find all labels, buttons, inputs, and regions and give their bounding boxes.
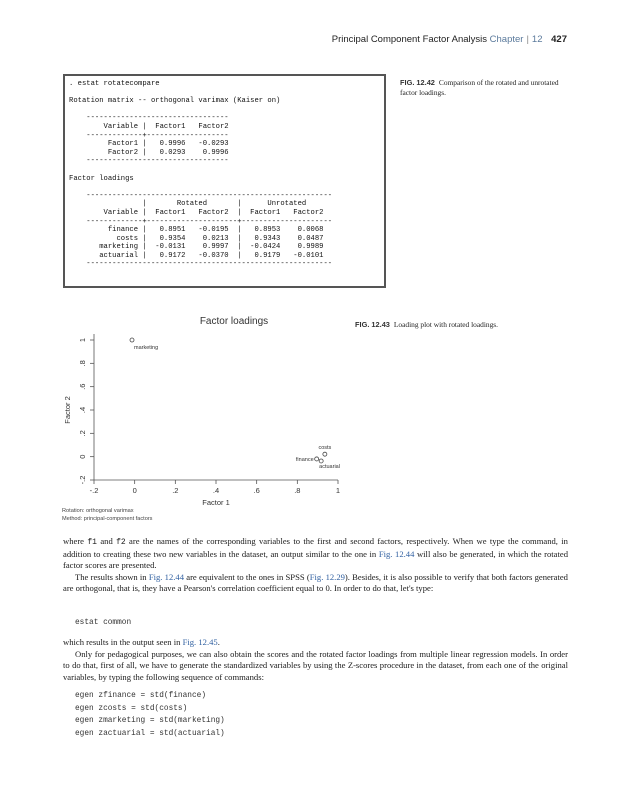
code-estat-common: estat common <box>75 619 132 627</box>
y-axis-label: Factor 2 <box>63 396 72 424</box>
header-chapter: Chapter | 12 <box>489 34 543 45</box>
x-tick-label: .6 <box>253 486 260 495</box>
x-tick-label: -.2 <box>89 486 99 495</box>
point-label-costs: costs <box>318 445 332 452</box>
ref-fig-12-44[interactable]: Fig. 12.44 <box>378 548 415 559</box>
x-tick-label: 1 <box>335 486 341 495</box>
point-label-finance: finance <box>295 456 314 463</box>
paragraph-1: where f1 and f2 are the names of the corresponding variables to the first and second factors, respectively. When we type the command, in addition to creating these two new variables in the dataset, an output similar to the one in Fig. 12.44 will also be generated, in which the rotated factor scores are presented. <box>63 536 568 570</box>
y-tick-label: .2 <box>78 430 87 437</box>
body-paragraphs <box>63 536 568 595</box>
paragraph-3: which results in the output seen in Fig. 12.45. <box>63 637 220 647</box>
fig-12-43-caption <box>355 320 570 330</box>
point-actuarial <box>319 459 323 463</box>
chart-note: Method: principal-component factors <box>62 516 153 522</box>
x-tick-label: .2 <box>172 486 179 495</box>
fig-12-42-text: Comparison of the rotated and unrotated factor loadings. <box>400 78 559 97</box>
paragraph-4: Only for pedagogical purposes, we can also obtain the scores and the rotated factor loadings from multiple linear regression models. In order to do that, first of all, we have to generate the standardized variables by using the Z-scores procedure in the dataset, from each one of the original variables, by typing the following sequence of commands: <box>63 648 568 682</box>
y-tick-label: .6 <box>78 383 87 390</box>
page-number: 427 <box>551 34 567 45</box>
ref-fig-12-44-b[interactable]: Fig. 12.44 <box>148 571 185 582</box>
fig-12-43-text: Loading plot with rotated loadings. <box>393 320 498 329</box>
point-label-marketing: marketing <box>134 345 159 352</box>
y-tick-label: 1 <box>78 337 87 343</box>
chart-note: Rotation: orthogonal varimax <box>62 508 134 514</box>
chart-title: Factor loadings <box>199 316 269 327</box>
ref-fig-12-29[interactable]: Fig. 12.29 <box>309 571 345 582</box>
point-costs <box>323 452 327 456</box>
running-header <box>332 34 567 45</box>
point-finance <box>315 457 319 461</box>
stata-output-box <box>63 74 386 288</box>
x-tick-label: 0 <box>132 486 137 495</box>
x-tick-label: .4 <box>212 486 220 495</box>
stata-output-text: . estat rotatecompare Rotation matrix -- orthogonal varimax (Kaiser on) --------------------------------- Variable | Factor1 Factor2 -------------+------------------- Factor1 | 0.9996 -0.0293 Factor2 | 0.0293 0.9996 --------------------------------- Factor loadings --------------------------------------------------------- | Rotated | Unrotated Variable | Factor1 Factor2 | Factor1 Factor2 -------------+---------------------+--------------------- finance | 0.8951 -0.0195 | 0.8953 0.0068 costs | 0.9354 0.0213 | 0.9343 0.0487 marketing | -0.0131 0.9997 | -0.0424 0.9989 actuarial | 0.9172 -0.0370 | 0.9179 -0.0101 --------------------------------------------------------- <box>69 80 333 269</box>
factor-loadings-plot <box>58 310 348 525</box>
y-tick-label: .8 <box>78 360 87 367</box>
fig-12-42-label: FIG. 12.42 <box>400 78 435 87</box>
fig-12-43-label: FIG. 12.43 <box>355 320 390 329</box>
body-paragraphs-2 <box>63 637 568 683</box>
x-tick-label: .8 <box>294 486 301 495</box>
paragraph-2: The results shown in Fig. 12.44 are equivalent to the ones in SPSS (Fig. 12.29). Besides, it is also possible to verify that both factors generated are orthogonal, that is, they have a Pearson's correlation coefficient equal to 0. In order to do that, let's type: <box>63 571 568 593</box>
code-egen-commands: egen zfinance = std(finance) egen zcosts = std(costs) egen zmarketing = std(marketing) egen zactuarial = std(actuarial) <box>75 692 225 738</box>
fig-12-42-caption <box>400 78 568 97</box>
point-label-actuarial: actuarial <box>319 463 340 470</box>
y-tick-label: 0 <box>78 454 87 459</box>
y-tick-label: -.2 <box>78 475 87 485</box>
ref-fig-12-45[interactable]: Fig. 12.45 <box>182 637 218 647</box>
header-title: Principal Component Factor Analysis <box>331 34 487 45</box>
point-marketing <box>130 338 134 342</box>
x-axis-label: Factor 1 <box>202 498 230 507</box>
y-tick-label: .4 <box>78 406 87 414</box>
